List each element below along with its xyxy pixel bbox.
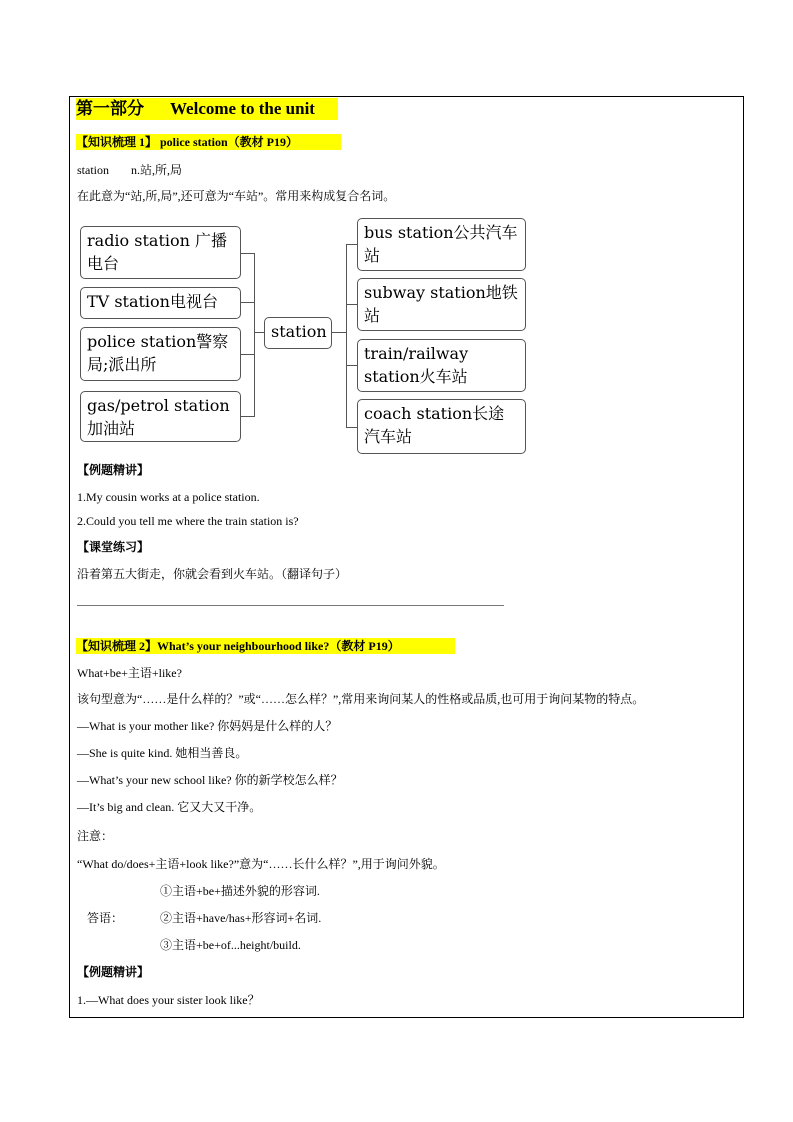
def-meaning: n.站,所,局 — [131, 163, 183, 177]
part-title-text: Welcome to the unit — [170, 99, 315, 118]
mindmap-node-police-station: police station警察局;派出所 — [80, 327, 241, 381]
kp2-examples-heading: 【例题精讲】 — [77, 965, 150, 979]
mindmap-node-bus-station: bus station公共汽车站 — [357, 218, 526, 271]
kp2-dialog-3: —What’s your new school like? 你的新学校怎么样？ — [77, 773, 343, 787]
mindmap-node-tv-station: TV station电视台 — [80, 287, 241, 319]
answer-blank-line — [77, 605, 504, 606]
kp1-example-1: 1.My cousin works at a police station. — [77, 490, 260, 504]
kp2-answer-1: ①主语+be+描述外貌的形容词. — [160, 884, 320, 898]
kp1-practice-heading: 【课堂练习】 — [77, 540, 150, 554]
kp2-pattern: What+be+主语+like? — [77, 666, 182, 680]
kp1-practice-prompt: 沿着第五大街走，你就会看到火车站。（翻译句子） — [77, 567, 348, 581]
kp2-note-label: 注意： — [77, 829, 114, 843]
part-title — [76, 98, 338, 120]
mindmap-node-radio-station: radio station 广播电台 — [80, 226, 241, 279]
kp1-examples-heading: 【例题精讲】 — [77, 463, 150, 477]
mindmap-center-station: station — [264, 317, 332, 349]
kp2-note: “What do/does+主语+look like?”意为“……长什么样？”,用于询问外貌。 — [77, 857, 445, 871]
kp2-example-1: 1.—What does your sister look like？ — [77, 993, 260, 1007]
kp2-dialog-1: —What is your mother like? 你妈妈是什么样的人？ — [77, 719, 338, 733]
kp2-dialog-2: —She is quite kind. 她相当善良。 — [77, 746, 248, 760]
kp1-definition — [77, 162, 182, 178]
mindmap-node-train-station: train/railway station火车站 — [357, 339, 526, 392]
kp2-heading: 【知识梳理 2】What’s your neighbourhood like?（教材 P19） — [76, 638, 455, 654]
mindmap-node-subway-station: subway station地铁站 — [357, 278, 526, 331]
def-word: station — [77, 163, 109, 177]
kp2-answer-2: ②主语+have/has+形容词+名词. — [160, 911, 322, 925]
kp1-explain: 在此意为“站,所,局”,还可意为“车站”。常用来构成复合名词。 — [77, 189, 396, 203]
kp2-answers-label: 答语： — [87, 911, 124, 925]
kp2-dialog-4: —It’s big and clean. 它又大又干净。 — [77, 800, 262, 814]
kp2-explain: 该句型意为“……是什么样的？”或“……怎么样？”,常用来询问某人的性格或品质,也可用于询问某物的特点。 — [77, 692, 645, 706]
kp2-answer-3: ③主语+be+of...height/build. — [160, 938, 301, 952]
mindmap-node-coach-station: coach station长途汽车站 — [357, 399, 526, 454]
kp1-heading: 【知识梳理 1】 police station（教材 P19） — [76, 134, 341, 150]
kp1-example-2: 2.Could you tell me where the train station is? — [77, 514, 299, 528]
part-label: 第一部分 — [76, 99, 144, 118]
mindmap-node-gas-station: gas/petrol station加油站 — [80, 391, 241, 442]
